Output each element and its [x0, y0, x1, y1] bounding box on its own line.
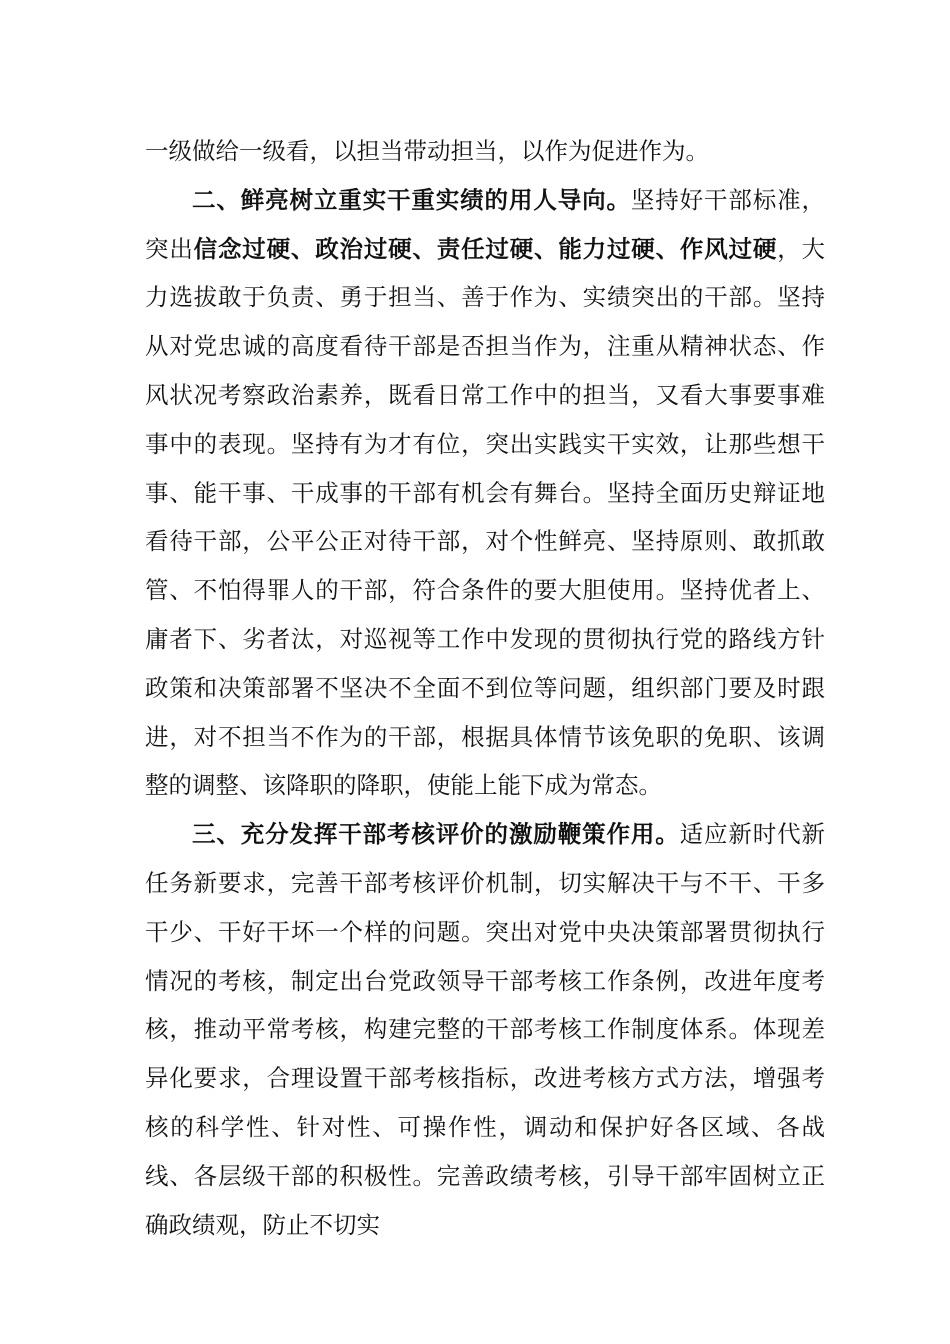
section-heading: 三、充分发挥干部考核评价的激励鞭策作用。 [192, 820, 680, 849]
paragraph-text: 坚持好干部标准，突出 [145, 185, 826, 263]
paragraph-text: 一级做给一级看，以担当带动担当，以作为促进作为。 [145, 137, 709, 165]
emphasis-phrase: 信念过硬、政治过硬、责任过硬、能力过硬、作风过硬 [193, 234, 778, 263]
paragraph-continued [145, 127, 825, 176]
paragraph-section-2 [145, 176, 825, 810]
section-heading: 二、鲜亮树立重实干重实绩的用人导向。 [192, 185, 631, 214]
document-page [145, 127, 825, 1249]
paragraph-section-3 [145, 810, 825, 1249]
paragraph-text: ，大力选拔敢于负责、勇于担当、善于作为、实绩突出的干部。坚持从对党忠诚的高度看待干部是否担当作为，注重从精神状态、作风状况考察政治素养，既看日常工作中的担当，又看大事要事难事中的表现。坚持有为才有位，突出实践实干实效，让那些想干事、能干事、干成事的干部有机会有舞台。坚持全面历史辩证地看待干部，公平公正对待干部，对个性鲜亮、坚持原则、敢抓敢管、不怕得罪人的干部，符合条件的要大胆使用。坚持优者上、庸者下、劣者汰，对巡视等工作中发现的贯彻执行党的路线方针政策和决策部署不坚决不全面不到位等问题，组织部门要及时跟进，对不担当不作为的干部，根据具体情节该免职的免职、该调整的调整、该降职的降职，使能上能下成为常态。 [145, 234, 826, 800]
paragraph-text: 适应新时代新任务新要求，完善干部考核评价机制，切实解决干与不干、干多干少、干好干坏一个样的问题。突出对党中央决策部署贯彻执行情况的考核，制定出台党政领导干部考核工作条例，改进年度考核，推动平常考核，构建完整的干部考核工作制度体系。体现差异化要求，合理设置干部考核指标，改进考核方式方法，增强考核的科学性、针对性、可操作性，调动和保护好各区域、各战线、各层级干部的积极性。完善政绩考核，引导干部牢固树立正确政绩观，防止不切实 [145, 820, 826, 1239]
